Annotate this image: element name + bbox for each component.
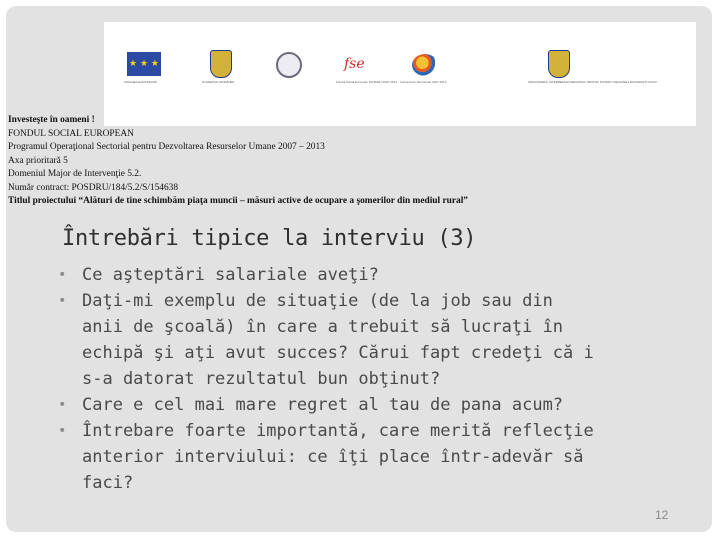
- bullet-icon: •: [58, 423, 67, 439]
- fse-caption: Fondul Social European POSDRU 2007-2013: [336, 80, 397, 84]
- bullet-text: Întrebare foarte importantă, care merită reflecţie anterior interviului: ce îţi place într-adevăr să faci?: [82, 421, 594, 493]
- bullet-text: Care e cel mai mare regret al tau de pana acum?: [82, 395, 564, 415]
- government-caption: GUVERNUL ROMÂNIEI: [202, 80, 235, 84]
- header-line: Domeniul Major de Intervenţie 5.2.: [8, 169, 142, 179]
- page-number: 12: [655, 508, 669, 522]
- eu-caption: UNIUNEA EUROPEANĂ: [124, 80, 158, 84]
- header-line: Axa prioritară 5: [8, 155, 68, 166]
- fse-logo-icon: fse: [344, 56, 365, 72]
- ministry-seal-icon: [276, 52, 302, 78]
- bullet-icon: •: [58, 267, 67, 283]
- list-item: [58, 392, 598, 418]
- header-line: FONDUL SOCIAL EUROPEAN: [8, 128, 134, 139]
- list-item: [58, 418, 598, 496]
- project-header: [8, 114, 468, 209]
- romania-crest-icon: [210, 50, 232, 78]
- bullet-icon: •: [58, 293, 67, 309]
- eu-flag-icon: ★ ★ ★: [127, 52, 161, 76]
- instruments-caption: Instrumente Structurale 2007-2013: [400, 80, 447, 84]
- intermediate-body-crest-icon: [548, 50, 570, 78]
- header-line: Investeşte în oameni !: [8, 115, 95, 125]
- bullet-text: Daţi-mi exemplu de situaţie (de la job sau din anii de şcoală) în care a trebuit să lucraţi în echipă şi aţi avut succes? Cărui fapt credeţi că i s-a datorat rezultatul bun obţinut?: [82, 291, 594, 389]
- slide-title: Întrebări tipice la interviu (3): [62, 226, 477, 251]
- logo-banner: [104, 22, 696, 126]
- intermediate-body-caption: ORGANISMUL INTERMEDIAR REGIONAL PENTRU POSDRU REGIUNEA BUCUREŞTI-ILFOV: [528, 80, 657, 84]
- bullet-icon: •: [58, 397, 67, 413]
- header-line: Programul Operaţional Sectorial pentru Dezvoltarea Resurselor Umane 2007 – 2013: [8, 142, 325, 152]
- header-line: Număr contract: POSDRU/184/5.2/S/154638: [8, 182, 179, 193]
- list-item: [58, 262, 598, 288]
- bullet-list: [58, 262, 598, 496]
- structural-instruments-icon: [412, 54, 438, 76]
- bullet-text: Ce aşteptări salariale aveţi?: [82, 265, 379, 285]
- list-item: [58, 288, 598, 392]
- header-line: Titlul proiectului “Alături de tine schimbăm piaţa muncii – măsuri active de ocupare a şomerilor din mediul rural”: [8, 196, 468, 206]
